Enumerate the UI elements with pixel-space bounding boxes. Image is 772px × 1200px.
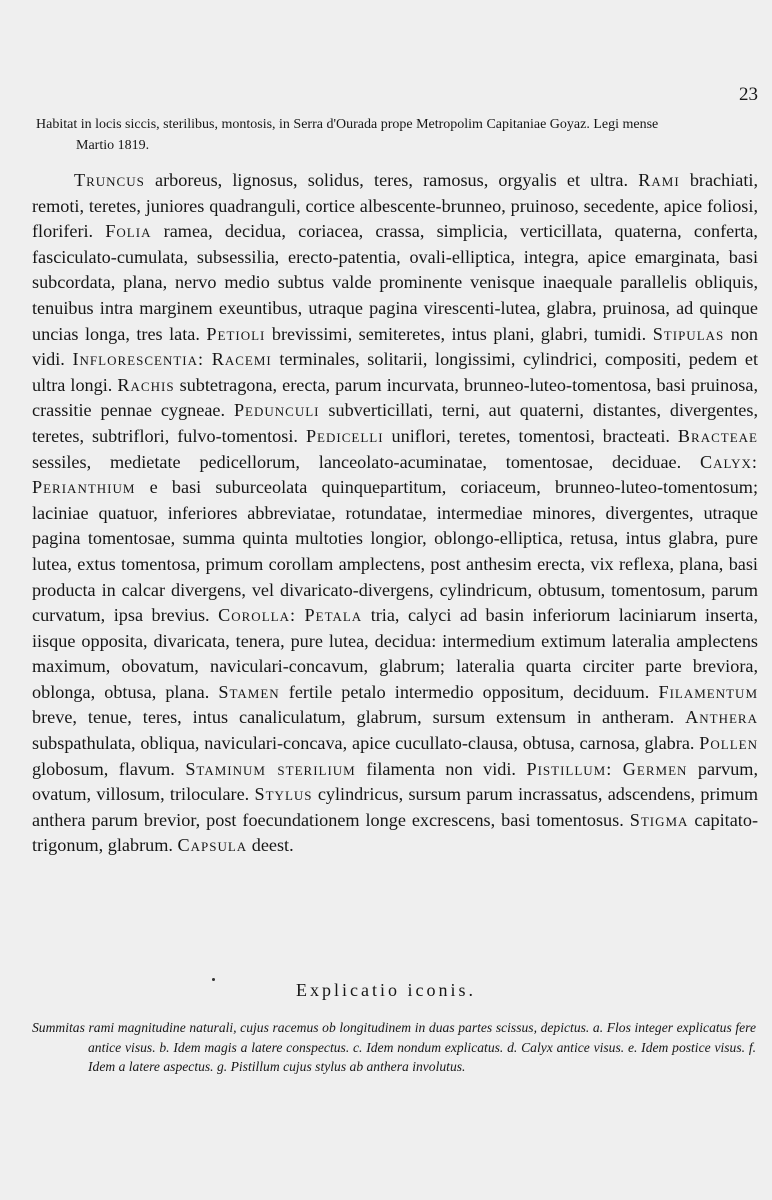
description-keyword: Truncus [74,170,145,190]
habitat-line-1: Habitat in locis siccis, sterilibus, montosis, in Serra d'Ourada prope Metropolim Capitaniae Goyaz. Legi mense [36,117,659,132]
description-text: breve, tenue, teres, intus canaliculatum, glabrum, sursum extensum in antheram. [32,707,686,728]
description-keyword: Anthera [685,707,758,728]
description-keyword: Pedicelli [305,425,384,446]
description-text: deest. [247,835,294,856]
explicatio-title: Explicatio iconis. [296,980,476,1000]
description-text: filamenta non vidi. [355,758,527,779]
description-keyword: Germen [622,758,688,779]
description-text: arboreus, lignosus, solidus, teres, ramosus, orgyalis et ultra. [144,170,639,190]
description-text: ramea, decidua, coriacea, crassa, simplicia, verticillata, quaterna, conferta, fasciculato-cumulata, subsessilia, erecto-patentia, ovali-elliptica, integra, apice emarginata, basi subcordata, plana, nervo medio subtus valde prominente venisque inaequale parallelis obliquis, tenuibus intra marginem exeuntibus, utraque pagina virescenti-lutea, glabra, pruinosa, ad quinque uncias longa, tres lata. [32,221,758,344]
description-text [612,759,622,779]
description-text: brachiati, remoti, teretes, juniores quadranguli, cortice albescente-brunneo, pruinoso, secedente, apice foliosi, floriferi. [32,170,759,242]
description-keyword: Petioli [206,323,266,344]
description-text: parvum, ovatum, villosum, triloculare. [32,758,759,805]
description-text: capitato-trigonum, glabrum. [32,809,759,856]
description-keyword: Stamen [218,681,280,702]
description-keyword: Inflorescentia: [72,349,205,370]
description-keyword: Petala [304,605,363,626]
description-text [296,605,305,625]
description-text: non vidi. [32,323,759,370]
description-keyword: Stipulas [652,323,725,344]
description-text: subverticillati, terni, aut quaterni, distantes, divergentes, teretes, subtriflori, fulvo-tomentosi. [32,400,758,446]
description-keyword: Staminum sterilium [185,758,356,779]
description-keyword: Bracteae [677,425,758,446]
description-keyword: Calyx: [700,451,758,472]
description-keyword: Pollen [699,733,758,754]
page-number: 23 [739,84,758,105]
figure-explanation: Summitas rami magnitudine naturali, cujus racemus ob longitudinem in duas partes scissus, depictus. a. Flos integer explicatus fere antice visus. b. Idem magis a latere conspectus. c. Idem nondum explicatus. d. Calyx antice visus. e. Idem postice visus. f. Idem a latere aspectus. g. Pistillum cujus stylus ab anthera involutus. [32,1020,756,1074]
description-keyword: Rami [638,170,680,190]
description-keyword: Filamentum [658,681,759,702]
description-keyword: Stylus [254,784,313,805]
description-text: sessiles, medietate pedicellorum, lanceolato-acuminatae, tomentosae, deciduae. [32,451,700,472]
description-text: globosum, flavum. [32,758,186,779]
description-keyword: Perianthium [32,477,136,498]
description-text: brevissimi, semiteretes, intus plani, glabri, tumidi. [265,323,653,344]
description-keyword: Folia [105,221,152,242]
description-text [204,349,212,369]
description-keyword: Pedunculi [233,400,320,421]
description-keyword: Stigma [629,809,689,830]
habitat-line-2: Martio 1819. [76,138,150,153]
description-keyword: Pistillum: [526,758,613,779]
botanical-description [32,168,758,859]
description-keyword: Racemi [211,349,272,370]
description-keyword: Rachis [117,374,175,395]
description-keyword: Corolla: [218,605,297,626]
description-text: tria, calyci ad basin inferiorum laciniarum inserta, iisque opposita, divaricata, tenera, pure lutea, decidua: intermedium extimum lateralia amplectens maximum, obovatum, naviculari-concavum, glabrum; lateralia quarta circiter parte breviora, oblonga, obtusa, plana. [32,605,758,702]
description-text: terminales, solitarii, longissimi, cylindrici, compositi, pedem et ultra longi. [32,349,759,395]
description-text: e basi suburceolata quinquepartitum, coriaceum, brunneo-luteo-tomentosum; laciniae quatuor, inferiores abbreviatae, rotundatae, intermediae minores, divergentes, utraque pagina tomentosae, summa quinta multoties longior, oblongo-elliptica, retusa, intus glabra, pure lutea, extus tomentosa, primum corollam amplectens, post anthesim erecta, vix reflexa, plana, basi producta in calcar divergens, vel divaricato-divergens, cylindricum, obtusum, tomentosum, parum curvatum, ipsa brevius. [32,477,758,626]
description-text: cylindricus, sursum parum incrassatus, adscendens, primum anthera parum brevior, post foecundationem longe excrescens, basi tomentosus. [32,784,758,830]
description-keyword: Capsula [177,835,248,856]
description-text: uniflori, teretes, tomentosi, bracteati. [383,425,678,446]
description-text: subtetragona, erecta, parum incurvata, brunneo-luteo-tomentosa, basi pruinosa, crassitie pennae cygneae. [32,374,758,421]
description-text: fertile petalo intermedio oppositum, deciduum. [279,681,659,702]
description-text: subspathulata, obliqua, naviculari-concava, apice cucullato-clausa, obtusa, carnosa, glabra. [32,733,700,754]
habitat-note [36,114,756,156]
